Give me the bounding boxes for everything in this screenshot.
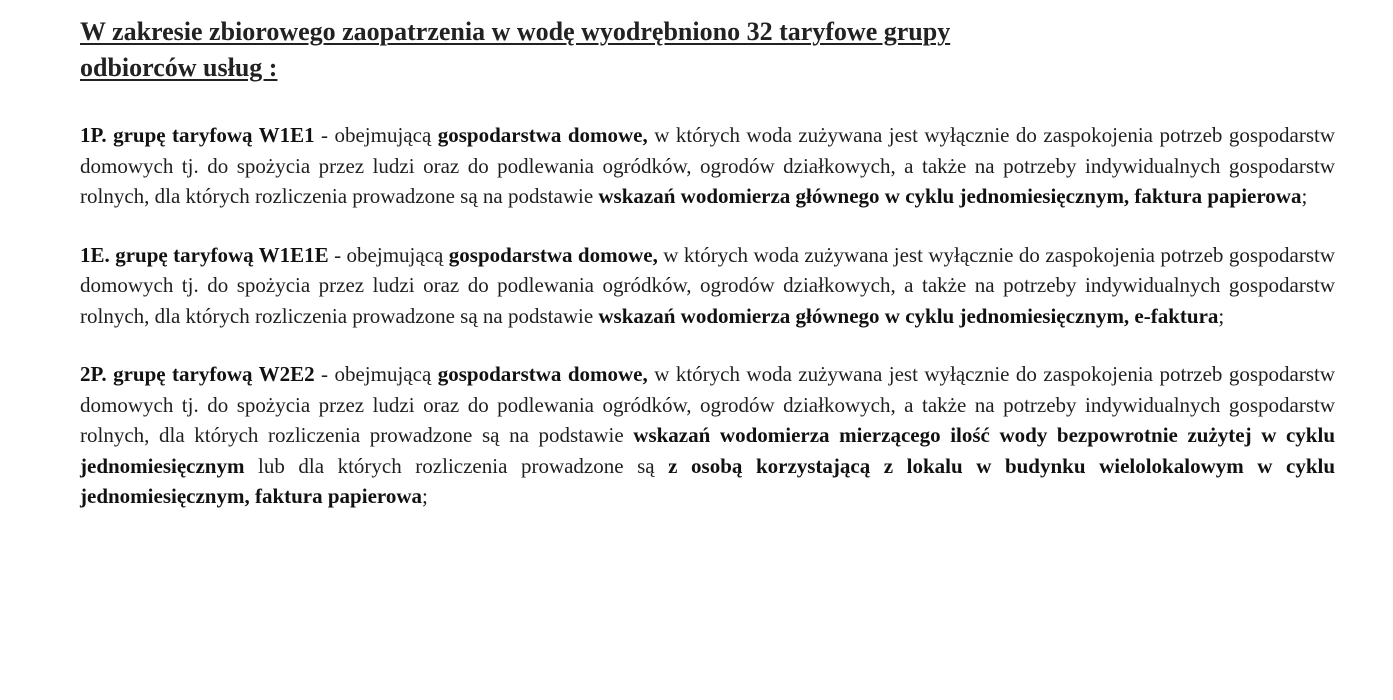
group-description-2: lub dla których rozliczenia prowadzone są [244, 453, 669, 478]
group-subject: gospodarstwa domowe, [437, 362, 648, 386]
group-label: 1E. grupę taryfową W1E1E [80, 242, 329, 267]
group-billing-basis: wskazań wodomierza głównego w cyklu jednomiesięcznym, e-faktura [598, 303, 1219, 328]
tariff-group-1p [80, 120, 1335, 212]
group-end: ; [422, 484, 428, 508]
group-billing-basis-2: z osobą korzystającą z lokalu w budynku wielolokalowym w cyklu jednomiesięcznym, faktura papierowa [80, 453, 1336, 508]
group-label: 2P. grupę taryfową W2E2 [80, 362, 315, 386]
tariff-group-1e [80, 240, 1335, 332]
heading-line-2: odbiorców usług : [80, 53, 278, 82]
group-dash: - obejmującą [328, 242, 449, 267]
tariff-group-2p [80, 359, 1335, 512]
group-dash: - obejmującą [314, 362, 438, 386]
group-end: ; [1218, 303, 1225, 328]
document-page [80, 14, 1335, 540]
group-end: ; [1301, 184, 1308, 208]
group-subject: gospodarstwa domowe, [437, 123, 648, 147]
document-heading [80, 14, 1335, 86]
group-description: w których woda zużywana jest wyłącznie do zaspokojenia potrzeb gospodarstw domowych tj. do spożycia przez ludzi oraz do podlewania ogródków, ogrodów działkowych, a także na potrzeby indywidualnych gospodarstw rolnych, dla których rozliczenia prowadzone są na podstawie [80, 242, 1336, 328]
group-billing-basis: wskazań wodomierza mierzącego ilość wody bezpowrotnie zużytej w cyklu jednomiesięcznym [80, 423, 1335, 478]
group-billing-basis: wskazań wodomierza głównego w cyklu jednomiesięcznym, faktura papierowa [598, 184, 1302, 208]
group-label: 1P. grupę taryfową W1E1 [80, 123, 315, 147]
group-description: w których woda zużywana jest wyłącznie do zaspokojenia potrzeb gospodarstw domowych tj. do spożycia przez ludzi oraz do podlewania ogródków, ogrodów działkowych, a także na potrzeby indywidualnych gospodarstw rolnych, dla których rozliczenia prowadzone są na podstawie [80, 123, 1336, 208]
group-dash: - obejmującą [314, 123, 438, 147]
heading-line-1: W zakresie zbiorowego zaopatrzenia w wodę wyodrębniono 32 taryfowe grupy [80, 17, 951, 46]
group-subject: gospodarstwa domowe, [448, 242, 658, 267]
group-description: w których woda zużywana jest wyłącznie do zaspokojenia potrzeb gospodarstw domowych tj. do spożycia przez ludzi oraz do podlewania ogródków, ogrodów działkowych, a także na potrzeby indywidualnych gospodarstw rolnych, dla których rozliczenia prowadzone są na podstawie [80, 362, 1336, 447]
